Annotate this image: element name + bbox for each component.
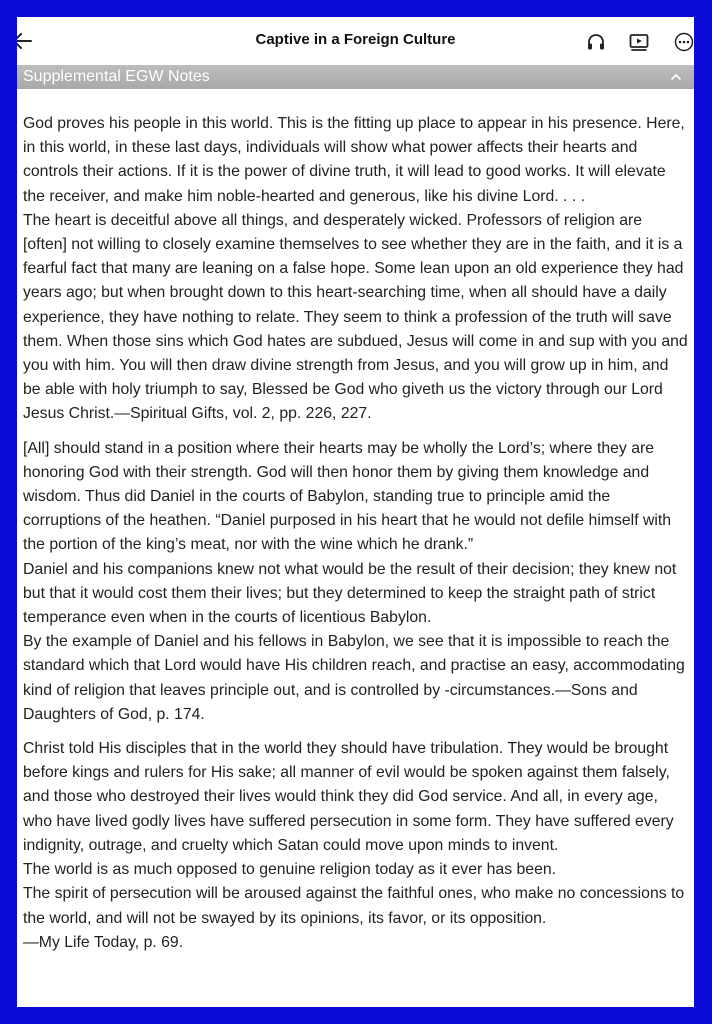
note-paragraph: God proves his people in this world. This is the fitting up place to appear in his presence. Here, in this world, in these last days, individuals will show what power affects their hearts and controls their actions. If it is the power of divine truth, it will lead to good works. It will elevate the receiver, and make him noble-hearted and generous, like his divine Lord. . . . The heart is deceitful above all things, and desperately wicked. Professors of religion are [often] not willing to closely examine themselves to see whether they are in the faith, and it is a fearful fact that many are leaning on a false hope. Some lean upon an old experience they had years ago; but when brought down to this heart-searching time, when all should have a daily experience, they have nothing to relate. They seem to think a profession of the truth will save them. When those sins which God hates are subdued, Jesus will come in and sup with you and you with him. You will then draw divine strength from Jesus, and you will grow up in him, and be able with holy triumph to say, Blessed be God who giveth us the victory through our Lord Jesus Christ.—Spiritual Gifts, vol. 2, pp. 226, 227. [23, 115, 688, 423]
notes-content [23, 112, 690, 965]
more-ellipsis-icon[interactable] [674, 32, 694, 52]
page-title: Captive in a Foreign Culture [255, 31, 456, 48]
play-video-icon[interactable] [629, 32, 649, 52]
note-paragraph: Christ told His disciples that in the world they should have tribulation. They would be brought before kings and rulers for His sake; all manner of evil would be spoken against them falsely, and those who destroyed their lives would think they did God service. And all, in every age, who have lived godly lives have suffered persecution in some form. They have suffered every indignity, outrage, and cruelty which Satan could move upon minds to invent. The world is as much opposed to genuine religion today as it ever has been. The spirit of persecution will be aroused against the faithful ones, who make no concessions to the world, and will not be swayed by its opinions, its favor, or its opposition. —My Life Today, p. 69. [23, 740, 685, 951]
section-title: Supplemental EGW Notes [23, 68, 210, 85]
chevron-up-icon[interactable] [670, 72, 682, 82]
top-navigation-bar [17, 17, 694, 65]
app-window [17, 17, 694, 1007]
headphones-icon[interactable] [586, 32, 606, 52]
section-header-supplemental-notes[interactable] [17, 65, 694, 89]
note-paragraph: [All] should stand in a position where their hearts may be wholly the Lord’s; where they are honoring God with their strength. God will then honor them by giving them knowledge and wisdom. Thus did Daniel in the courts of Babylon, standing true to principle amid the corruptions of the heathen. “Daniel purposed in his heart that he would not defile himself with the portion of the king’s meat, nor with the wine which he drank.” Daniel and his companions knew not what would be the result of their decision; they knew not but that it would cost them their lives; but they determined to keep the straight path of strict temperance even when in the courts of licentious Babylon. By the example of Daniel and his fellows in Babylon, we see that it is impossible to reach the standard which that Lord would have His children reach, and practise an easy, accommodating kind of religion that leaves principle out, and is controlled by -circumstances.—Sons and Daughters of God, p. 174. [23, 439, 685, 723]
